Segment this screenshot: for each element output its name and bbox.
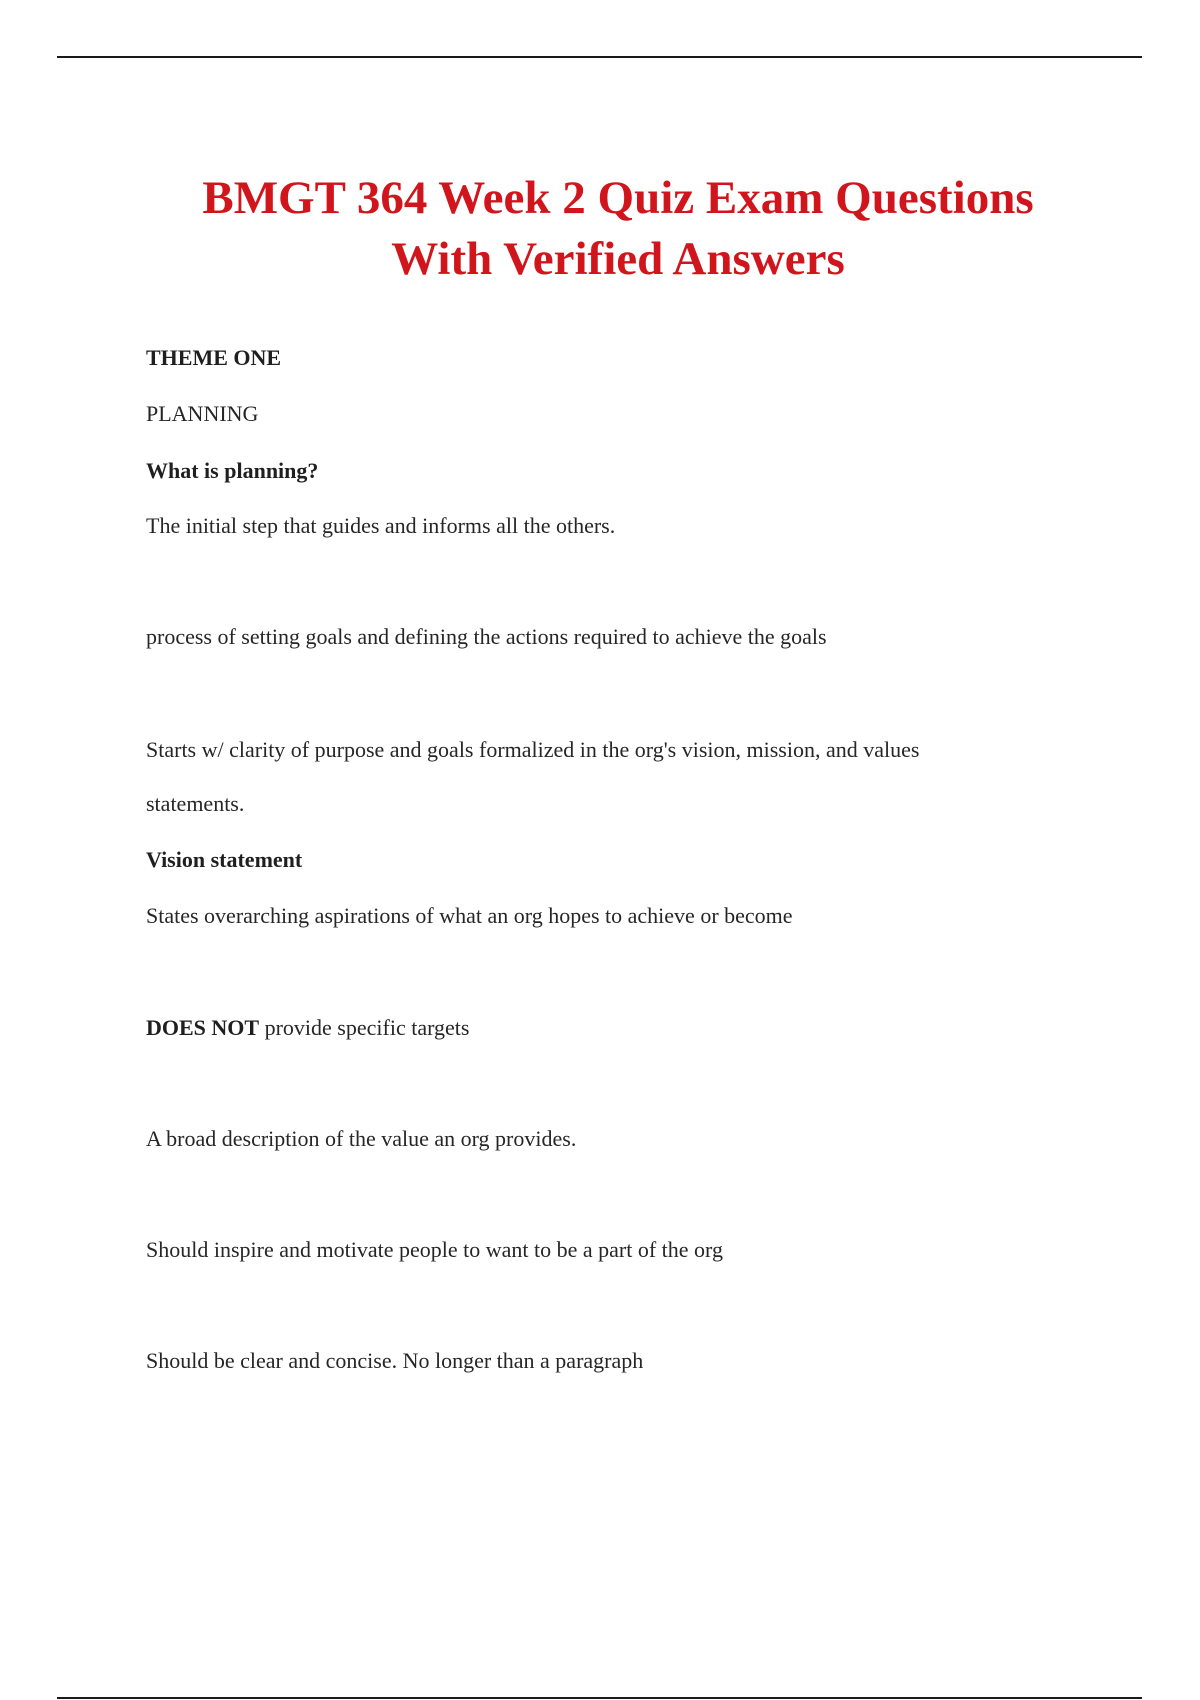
answer-line: Should inspire and motivate people to want to be a part of the org — [146, 1237, 723, 1262]
answer-line: process of setting goals and defining the actions required to achieve the goals — [146, 624, 827, 649]
answer-line: Starts w/ clarity of purpose and goals formalized in the org's vision, mission, and values — [146, 737, 920, 762]
section-label: PLANNING — [146, 401, 259, 426]
title-line-1: BMGT 364 Week 2 Quiz Exam Questions — [202, 172, 1034, 224]
answer-line: The initial step that guides and informs all the others. — [146, 513, 616, 538]
question-heading: What is planning? — [146, 458, 319, 483]
question-heading: Vision statement — [146, 847, 303, 872]
answer-line: statements. — [146, 791, 245, 816]
answer-line: A broad description of the value an org provides. — [146, 1126, 577, 1151]
title-line-2: With Verified Answers — [391, 233, 845, 285]
answer-line — [146, 1014, 469, 1042]
answer-line: Should be clear and concise. No longer than a paragraph — [146, 1348, 644, 1373]
document-title — [0, 168, 1200, 290]
bottom-rule — [57, 1697, 1142, 1699]
answer-line: States overarching aspirations of what an org hopes to achieve or become — [146, 903, 793, 928]
answer-text: provide specific targets — [259, 1015, 470, 1040]
emphasis-text: DOES NOT — [146, 1015, 260, 1040]
theme-heading: THEME ONE — [146, 345, 282, 370]
top-rule — [57, 56, 1142, 58]
